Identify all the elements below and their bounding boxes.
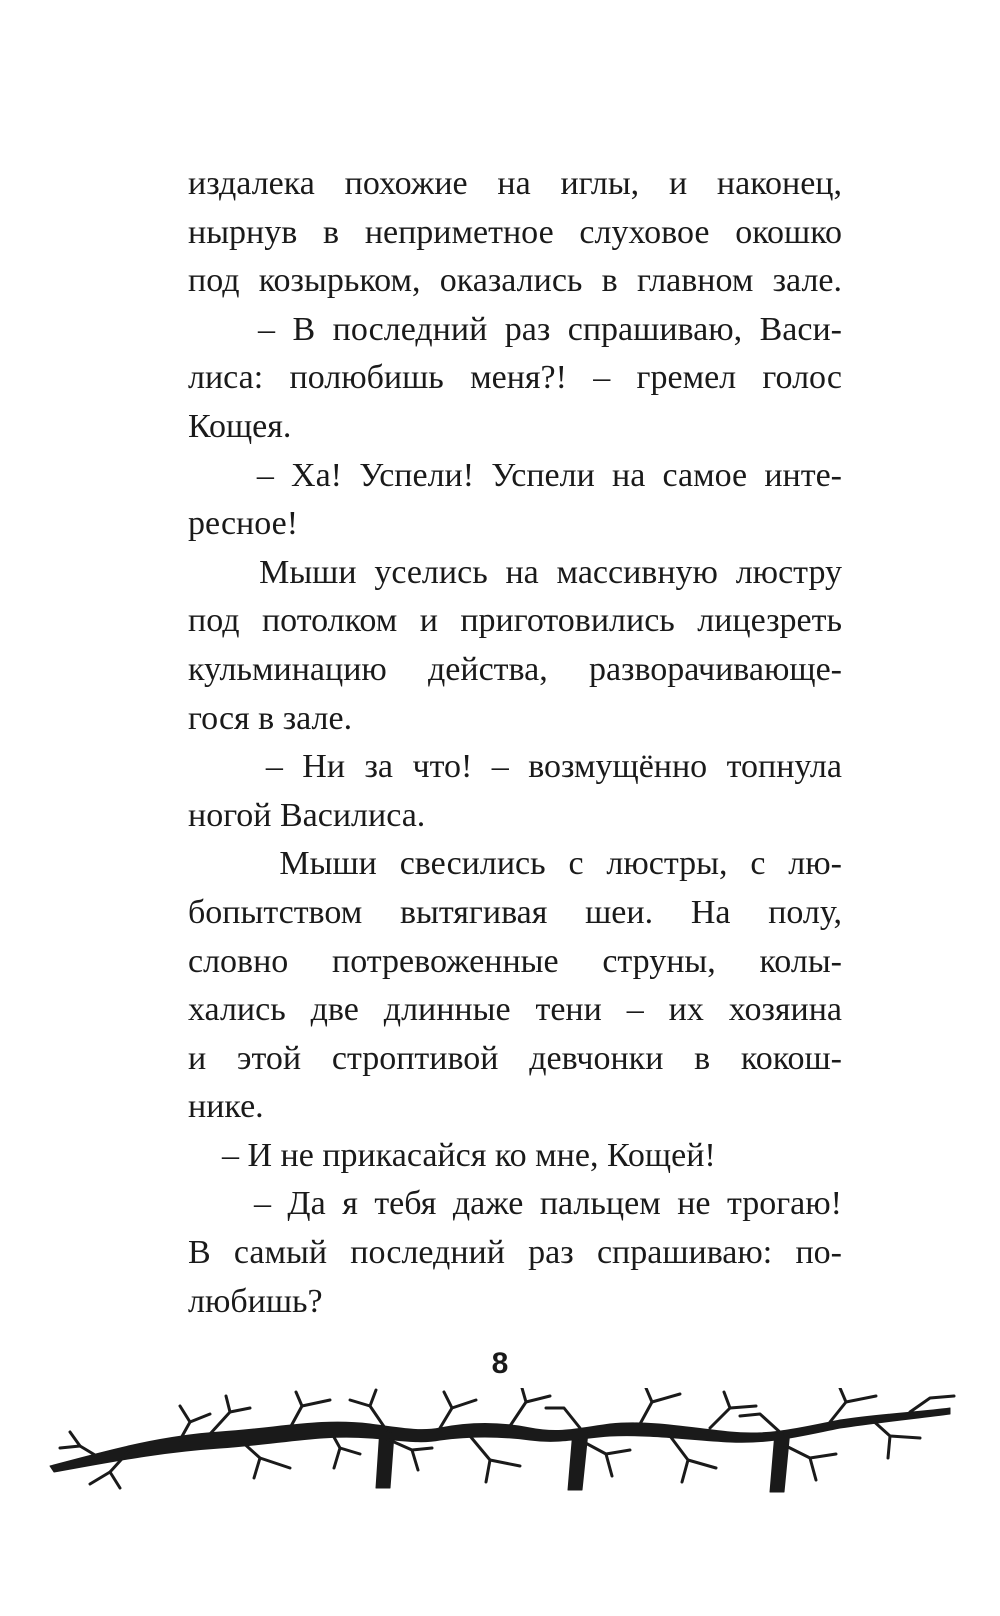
text-line: В самый последний раз спрашиваю: по- [188, 1234, 842, 1272]
text-line: – Ни за что! – возмущённо топнула [188, 748, 842, 786]
text-line: гося в зале. [188, 699, 353, 737]
text-line: издалека похожие на иглы, и наконец, [188, 165, 842, 202]
text-line: лиса: полюбишь меня?! – гремел голос [188, 359, 842, 397]
text-line: – Да я тебя даже пальцем не трогаю! [188, 1185, 842, 1223]
text-line: и этой строптивой девчонки в кокош- [188, 1039, 842, 1077]
text-line: словно потревоженные струны, колы- [188, 942, 842, 980]
text-line: Кощея. [188, 407, 292, 445]
text-line: Мыши свесились с люстры, с лю- [188, 845, 842, 883]
text-line: нырнув в неприметное слуховое окошко [188, 213, 842, 251]
text-line: Мыши уселись на массивную люстру [188, 553, 842, 591]
text-line: – Ха! Успели! Успели на самое инте- [188, 456, 842, 494]
page-number: 8 [491, 1347, 509, 1380]
text-line: кульминацию действа, разворачивающе- [188, 650, 842, 688]
text-line: нике. [188, 1088, 264, 1126]
text-line: любишь? [188, 1282, 323, 1320]
text-line: – В последний раз спрашиваю, Васи- [188, 310, 842, 348]
thorny-branches-icon [40, 1388, 960, 1498]
text-line: хались две длинные тени – их хозяина [188, 991, 842, 1029]
text-line: ногой Василиса. [188, 796, 426, 834]
text-line: ресное! [188, 505, 299, 543]
text-line: под козырьком, оказались в главном зале. [188, 262, 842, 300]
text-line: под потолком и приготовились лицезреть [188, 602, 842, 640]
text-line: – И не прикасайся ко мне, Кощей! [188, 1136, 716, 1174]
text-line: бопытством вытягивая шеи. На полу, [188, 893, 842, 931]
page-body-text [188, 160, 842, 1326]
